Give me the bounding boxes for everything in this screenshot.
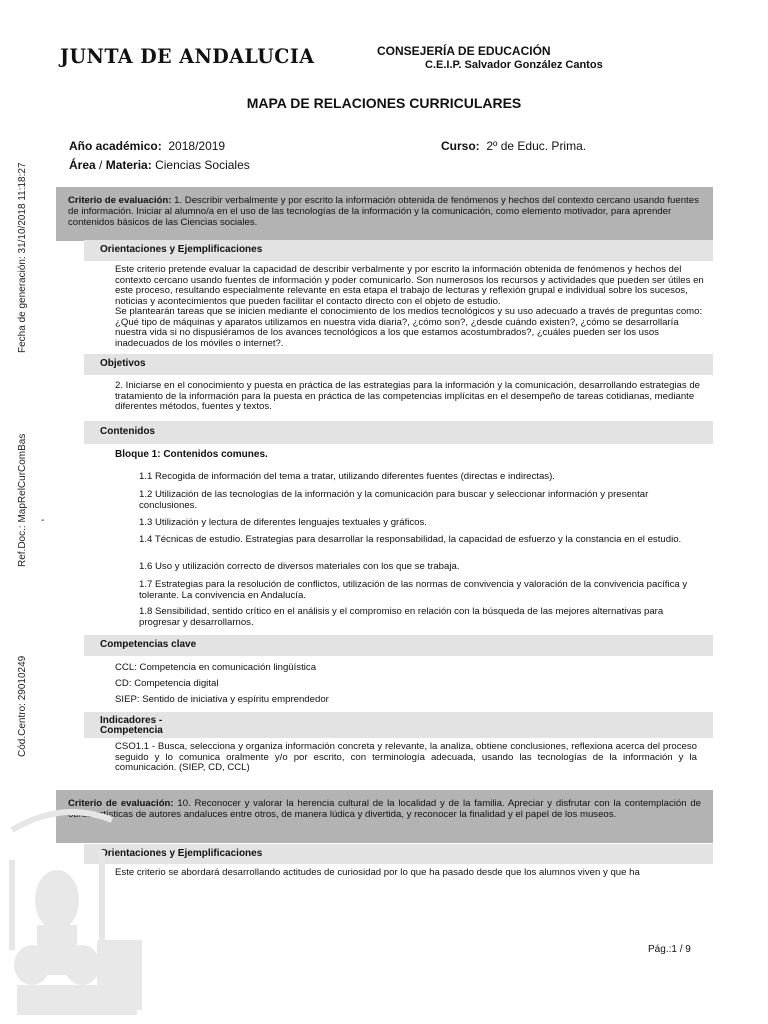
document-title: MAPA DE RELACIONES CURRICULARES [246,95,522,111]
school-name: C.E.I.P. Salvador González Cantos [425,59,603,71]
indicadores-heading-line-2: Competencia [100,725,163,736]
objetivos-text: 2. Iniciarse en el conocimiento y puesta en práctica de las estrategias para la información y la comunicación, desarrollando estrategias de tratamiento de la información para la puesta en práctica de las competencias implícitas en el desempeño de tareas cotidianas, mediante diferentes métodos, fuentes y textos. [115,380,701,412]
materia-label: Materia: [105,158,152,172]
generation-date: Fecha de generación: 31/10/2018 11:18:27 [17,162,28,353]
academic-year [69,139,225,153]
course [441,139,586,153]
contenido-item: 1.3 Utilización y lectura de diferentes lenguajes textuales y gráficos. [139,517,427,528]
doc-reference: Ref.Doc.: MapRelCurComBas [17,433,28,567]
side-dash: - [41,515,45,526]
competencia-item: SIEP: Sentido de iniciativa y espíritu emprendedor [115,694,329,705]
orientaciones-heading: Orientaciones y Ejemplificaciones [84,844,713,864]
indicadores-heading [84,712,713,738]
competencia-item: CD: Competencia digital [115,678,219,689]
orientaciones-paragraph-2: Se plantearán tareas que se inicien mediante el conocimiento de los medios tecnológicos y su uso adecuado a través de preguntas como: ¿Qué tipo de máquinas y aparatos utilizamos en nuestra vida diaria?, ¿cómo son?, ¿desde cuándo existen?, ¿cómo se desarrollaría nuestra vida si no dispusiéramos de los avances tecnológicos a los que estamos acostumbrados?, ¿cuáles pueden ser los usos inadecuados de los móviles o internet?. [115,306,703,349]
contenido-item: 1.7 Estrategias para la resolución de conflictos, utilización de las normas de convivencia y valoración de la convivencia pacífica y tolerante. La convivencia en Andalucía. [139,579,688,601]
area-separator: / [95,158,106,172]
orientaciones-body: Este criterio se abordará desarrollando actitudes de curiosidad por lo que ha pasado desde que los alumnos viven y que ha [115,867,640,878]
indicador-text: CSO1.1 - Busca, selecciona y organiza información concreta y relevante, la analiza, obtiene conclusiones, reflexiona acerca del proceso seguido y lo comunica oralmente y/o por escrito, con terminología adecuada, usando las tecnologías de la información y la comunicación. (SIEP, CD, CCL) [115,741,697,773]
contenido-item: 1.6 Uso y utilización correcto de diversos materiales con los que se trabaja. [139,561,460,572]
materia-value: Ciencias Sociales [155,158,250,172]
academic-year-label: Año académico: [69,139,162,153]
contenido-item: 1.1 Recogida de información del tema a tratar, utilizando diferentes fuentes (directas e indirectas). [139,471,555,482]
contenido-item: 1.2 Utilización de las tecnologías de la información y la comunicación para buscar y seleccionar información y presentar conclusiones. [139,489,649,511]
objetivos-heading: Objetivos [84,354,713,375]
criterio-text: 1. Describir verbalmente y por escrito la información obtenida de fenómenos y hechos del contexto cercano usando fuentes de información. Iniciar al alumno/a en el uso de las tecnologías de la información y la comunicación, como elemento motivador, para aprender contenidos básicos de las Ciencias sociales. [68,195,699,228]
coat-of-arms-watermark [2,790,152,1020]
junta-de-andalucia-logo: JUNTA DE ANDALUCIA [60,44,315,68]
area-materia [69,158,250,172]
course-value: 2º de Educ. Prima. [486,139,587,153]
orientaciones-heading: Orientaciones y Ejemplificaciones [84,240,713,261]
contenido-item: 1.4 Técnicas de estudio. Estrategias para desarrollar la responsabilidad, la capacidad de esfuerzo y la constancia en el estudio. [139,534,682,545]
orientaciones-body [115,265,710,349]
competencia-item: CCL: Competencia en comunicación lingüística [115,662,317,673]
contenidos-heading: Contenidos [84,421,713,444]
indicadores-heading-line-1: Indicadores - [100,715,163,726]
area-label: Área [69,158,96,172]
academic-year-value: 2018/2019 [168,139,226,153]
criterio-text: 10. Reconocer y valorar la herencia cultural de la localidad y de la familia. Apreciar y disfrutar con la contemplación de obras artísticas de autores andaluces entre otros, de manera lúdica y divertida, y reconocer la finalidad y el papel de los museos. [68,798,702,820]
criterio-evaluacion-1 [56,187,713,241]
contenido-item: 1.8 Sensibilidad, sentido crítico en el análisis y el compromiso en relación con la búsqueda de las mejores alternativas para progresar y desarrollarnos. [139,606,664,628]
orientaciones-paragraph-1: Este criterio pretende evaluar la capacidad de describir verbalmente y por escrito la información obtenida de fenómenos y hechos del contexto cercano usando fuentes de información y poder comunicarlo. Son numerosos los recursos y actividades que pueden ser útiles en este proceso, resultando especialmente relevante en esta etapa el trabajo de lecturas y reflexión grupal e individual sobre los sucesos, noticias y acontecimientos que pueden facilitar el contacto directo con el objeto de estudio. [115,264,704,307]
course-label: Curso: [441,139,480,153]
criterio-evaluacion-10 [56,790,713,843]
criterio-label: Criterio de evaluación: [68,798,174,809]
bloque-title: Bloque 1: Contenidos comunes. [115,449,268,460]
competencias-heading: Competencias clave [84,635,713,656]
consejeria-heading: CONSEJERÍA DE EDUCACIÓN [377,44,551,58]
page-number: Pág.:1 / 9 [648,944,691,955]
criterio-label: Criterio de evaluación: [68,195,172,206]
centro-code: Cód.Centro: 29010249 [17,655,28,757]
